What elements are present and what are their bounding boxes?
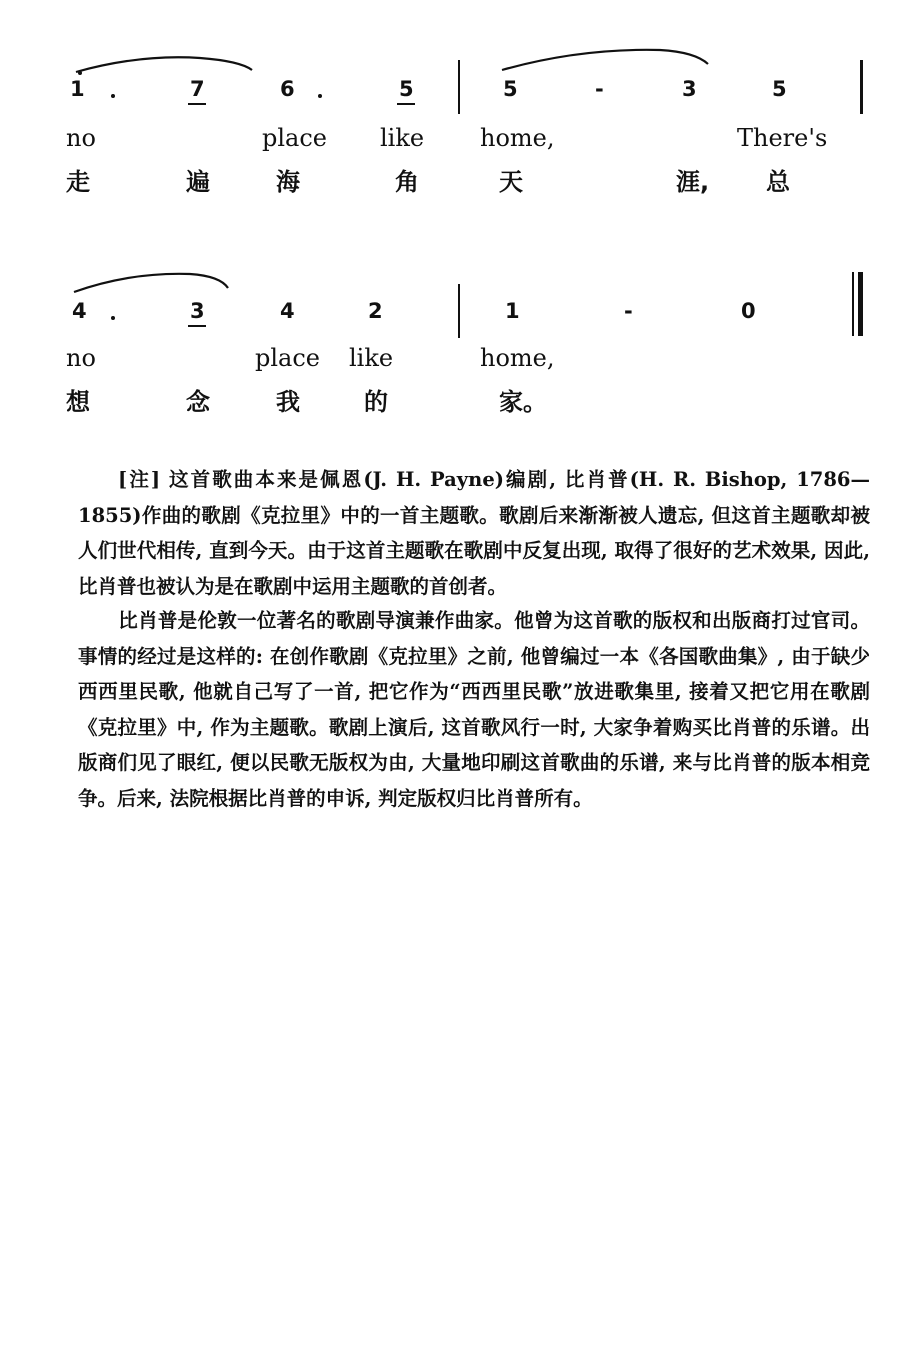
- note-paragraph-1-text: [注] 这首歌曲本来是佩恩(J. H. Payne)编剧, 比肖普(H. R. Bishop, 1786—1855)作曲的歌剧《克拉里》中的一首主题歌。歌剧后来渐渐被人遗忘, 但这首主题歌却被人们世代相传, 直到今天。由于这首主题歌在歌剧中反复出现, 取得了很好的艺术效果, 因此, 比肖普也被认为是在歌剧中运用主题歌的首创者。: [78, 468, 870, 598]
- slur-row1-b: [480, 44, 840, 74]
- lyric-zh-row2-1: 想: [66, 388, 90, 416]
- note-row1-7: 3: [682, 77, 697, 101]
- note-paragraph-1: [78, 462, 870, 604]
- lyric-zh-row2-5: 家。: [499, 388, 547, 416]
- lyric-zh-row1-1: 走: [66, 168, 90, 196]
- lyric-zh-row1-4: 角: [395, 168, 419, 196]
- lyric-zh-row1-2: 遍: [186, 168, 210, 196]
- lyric-en-row1-1: no: [66, 124, 96, 152]
- barline-row1-end: [860, 60, 863, 114]
- note-row1-8: 5: [772, 77, 787, 101]
- high-dot-row1-1: [78, 71, 82, 75]
- note-row1-2: 7: [190, 77, 205, 101]
- slur-row1-a: [60, 50, 480, 80]
- note-row2-5: 1: [505, 299, 520, 323]
- underline-row1-4: [397, 103, 415, 105]
- lyric-en-row2-3: like: [349, 344, 394, 372]
- lyric-en-row2-2: place: [255, 344, 320, 372]
- note-row2-6: -: [624, 299, 633, 323]
- note-row2-3: 4: [280, 299, 295, 323]
- underline-row2-2: [188, 325, 206, 327]
- note-row2-7: 0: [741, 299, 756, 323]
- dot-row2-a: [111, 316, 115, 320]
- note-paragraph-2: [78, 603, 870, 816]
- lyric-zh-row1-6: 涯,: [676, 168, 710, 196]
- underline-row1-2: [188, 103, 206, 105]
- note-paragraph-2-text: 比肖普是伦敦一位著名的歌剧导演兼作曲家。他曾为这首歌的版权和出版商打过官司。事情的经过是这样的: 在创作歌剧《克拉里》之前, 他曾编过一本《各国歌曲集》, 由于缺少西西里民歌, 他就自己写了一首, 把它作为“西西里民歌”放进歌集里, 接着又把它用在歌剧《克拉里》中, 作为主题歌。歌剧上演后, 这首歌风行一时, 大家争着购买比肖普的乐谱。出版商们见了眼红, 便以民歌无版权为由, 大量地印刷这首歌曲的乐谱, 来与比肖普的版本相竞争。后来, 法院根据比肖普的申诉, 判定版权归比肖普所有。: [78, 609, 870, 810]
- lyric-zh-row1-5: 天: [499, 168, 523, 196]
- lyric-en-row2-1: no: [66, 344, 96, 372]
- dot-row1-a: [111, 94, 115, 98]
- final-barline-thick: [858, 272, 863, 336]
- barline-row1: [458, 60, 460, 114]
- barline-row2: [458, 284, 460, 338]
- lyric-zh-row1-3: 海: [276, 168, 300, 196]
- lyric-zh-row2-3: 我: [276, 388, 300, 416]
- lyric-zh-row2-4: 的: [364, 388, 388, 416]
- lyric-en-row1-2: place: [262, 124, 327, 152]
- lyric-en-row2-4: home,: [480, 344, 555, 372]
- slur-row2: [60, 268, 260, 298]
- final-barline-thin: [852, 272, 854, 336]
- note-row2-1: 4: [72, 299, 87, 323]
- lyric-zh-row1-7: 总: [766, 168, 790, 196]
- note-row2-4: 2: [368, 299, 383, 323]
- note-row2-2: 3: [190, 299, 205, 323]
- note-row1-6: -: [595, 77, 604, 101]
- lyric-en-row1-5: There's: [737, 124, 828, 152]
- note-row1-4: 5: [399, 77, 414, 101]
- lyric-en-row1-3: like: [380, 124, 425, 152]
- note-row1-5: 5: [503, 77, 518, 101]
- note-row1-1: 1: [70, 77, 85, 101]
- dot-row1-b: [318, 94, 322, 98]
- lyric-en-row1-4: home,: [480, 124, 555, 152]
- note-row1-3: 6: [280, 77, 295, 101]
- lyric-zh-row2-2: 念: [186, 388, 210, 416]
